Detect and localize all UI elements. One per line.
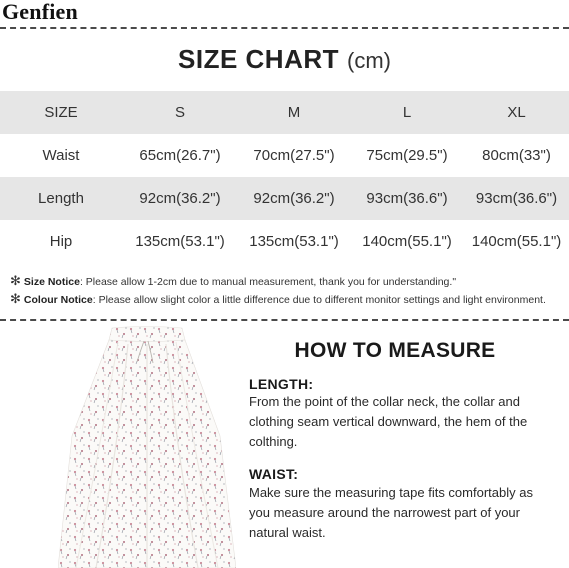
hip-l: 140cm(55.1") bbox=[362, 233, 452, 250]
length-m: 92cm(36.2") bbox=[253, 190, 335, 207]
size-notice-label: Size Notice bbox=[23, 276, 80, 288]
hip-s: 135cm(53.1") bbox=[135, 233, 225, 250]
waist-xl: 80cm(33") bbox=[482, 147, 551, 164]
size-chart-heading: SIZE CHART bbox=[178, 44, 339, 74]
header-size: SIZE bbox=[44, 104, 78, 121]
length-description: From the point of the collar neck, the collar and clothing seam vertical downward, the hem of the colthing. bbox=[249, 394, 528, 449]
size-chart-title bbox=[0, 44, 569, 75]
length-xl: 93cm(36.6") bbox=[475, 190, 558, 207]
colour-notice-label: Colour Notice bbox=[23, 294, 93, 306]
floral-skirt-image bbox=[58, 326, 236, 568]
colour-notice bbox=[10, 291, 546, 307]
size-chart-unit: (cm) bbox=[347, 48, 391, 73]
how-to-measure-title: HOW TO MEASURE bbox=[294, 339, 496, 362]
length-heading: LENGTH: bbox=[249, 376, 314, 392]
waist-heading: WAIST: bbox=[249, 466, 299, 482]
header-m: M bbox=[287, 104, 301, 121]
length-l: 93cm(36.6") bbox=[366, 190, 448, 207]
header-l: L bbox=[402, 104, 412, 121]
colour-notice-text: : Please allow slight color a little difference due to different monitor settings and light environment. bbox=[92, 294, 546, 306]
brand-logo: Genfien bbox=[2, 0, 78, 24]
size-table-row-hip bbox=[0, 220, 569, 263]
size-table bbox=[0, 91, 569, 263]
size-table-row-length bbox=[0, 177, 569, 220]
size-table-header-row bbox=[0, 91, 569, 134]
header-s: S bbox=[174, 104, 185, 121]
size-notice bbox=[10, 273, 456, 289]
waist-l: 75cm(29.5") bbox=[366, 147, 448, 164]
row-label-hip: Hip bbox=[49, 233, 73, 250]
size-notice-text: : Please allow 1-2cm due to manual measurement, thank you for understanding." bbox=[79, 276, 457, 288]
header-xl: XL bbox=[507, 104, 526, 121]
row-label-waist: Waist bbox=[42, 147, 80, 164]
asterisk-icon: ✻ bbox=[10, 291, 21, 306]
waist-m: 70cm(27.5") bbox=[253, 147, 335, 164]
hip-m: 135cm(53.1") bbox=[249, 233, 339, 250]
waist-s: 65cm(26.7") bbox=[139, 147, 221, 164]
length-s: 92cm(36.2") bbox=[139, 190, 221, 207]
section-divider bbox=[0, 319, 569, 321]
top-divider bbox=[0, 27, 569, 29]
row-label-length: Length bbox=[38, 190, 84, 207]
hip-xl: 140cm(55.1") bbox=[471, 233, 562, 250]
size-table-row-waist bbox=[0, 134, 569, 177]
waist-description: Make sure the measuring tape fits comfortably as you measure around the narrowest part of your natural waist. bbox=[249, 485, 533, 540]
asterisk-icon: ✻ bbox=[10, 273, 21, 288]
